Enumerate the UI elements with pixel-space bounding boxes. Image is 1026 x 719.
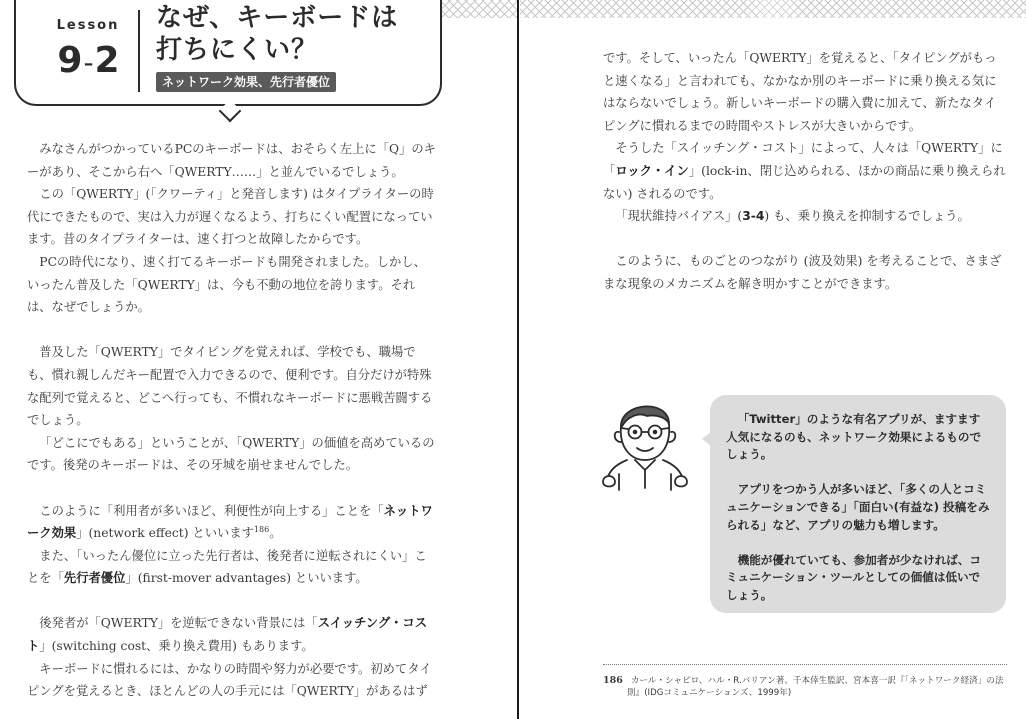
footnote: [603, 675, 1007, 699]
lesson-subtitle: ネットワーク効果、先行者優位: [156, 72, 336, 92]
lesson-title-line2: 打ちにくい？: [156, 35, 319, 65]
paragraph: [27, 658, 437, 703]
paragraph: [603, 250, 1007, 295]
right-page-body: [603, 47, 1007, 296]
paragraph: [603, 137, 1007, 205]
paragraph-text: この「QWERTY」(「クワーティ」と発音します) はタイプライターの時代にできたもので、実は入力が遅くなるよう、打ちにくい配置になっています。昔のタイプライターは、速く打つと故障したからです。: [27, 187, 434, 247]
lesson-number: [46, 40, 130, 81]
paragraph-text: そうした「スイッチング・コスト」によって、人々は「QWERTY」に「: [603, 141, 1003, 178]
paragraph-text: 」(first-mover advantages) といいます。: [125, 571, 368, 586]
key-term-first-mover: 先行者優位: [63, 571, 126, 586]
paragraph-text: PCの時代になり、速く打てるキーボードも開発されました。しかし、いったん普及した「QWERTY」は、今も不動の地位を誇ります。それは、なぜでしょうか。: [27, 254, 426, 315]
paragraph: [27, 500, 437, 545]
lesson-title: [156, 2, 446, 66]
paragraph-text: 」(switching cost、乗り換え費用) もあります。: [39, 639, 314, 654]
lesson-number-major: 9: [57, 40, 82, 81]
paragraph-text: また、「いったん優位に立った先行者は、後発者に逆転されにくい」ことを「: [27, 548, 427, 586]
bubble-paragraph: 「Twitter」のような有名アプリが、ますます人気になるのも、ネットワーク効果によるものでしょう。: [726, 412, 982, 462]
paragraph: [603, 205, 1007, 228]
footnote-reference: 186: [253, 525, 270, 534]
paragraph-text: このように「利用者が多いほど、利便性が向上する」ことを「: [39, 503, 384, 518]
bubble-paragraph: 機能が優れていても、参加者が少なければ、コミュニケーション・ツールとしての価値は低いでしょう。: [726, 552, 982, 602]
cross-reference: 3-4: [742, 209, 765, 224]
paragraph: [27, 612, 437, 657]
paragraph-text: です。そして、いったん「QWERTY」を覚えると、「タイピングがもっと速くなる」と言われても、なかなか別のキーボードに乗り換える気にはならないでしょう。新しいキーボードの購入費に加えて、新たなタイピングに慣れるまでの時間やストレスが大きいからです。: [603, 51, 997, 133]
left-page-body: [27, 138, 437, 703]
paragraph: [27, 432, 437, 477]
lesson-label: Lesson: [56, 18, 120, 33]
key-term-network-effect: ネットワーク効果: [27, 503, 433, 541]
paragraph-text: 」(lock-in、閉じ込められる、ほかの商品に乗り換えられない) されるのです。: [603, 163, 1006, 201]
speech-bubble: [710, 395, 1006, 613]
paragraph: [27, 545, 437, 590]
paragraph: [27, 341, 437, 431]
page-gutter: [517, 0, 519, 719]
paragraph: [603, 47, 1007, 137]
paragraph: [27, 138, 437, 183]
lesson-number-minor: 2: [94, 40, 119, 81]
paragraph-text: キーボードに慣れるには、かなりの時間や努力が必要です。初めてタイピングを覚えるとき、ほとんどの人の手元には「QWERTY」があるはず: [27, 661, 432, 699]
paragraph-text: 後発者が「QWERTY」を逆転できない背景には「: [39, 616, 318, 631]
paragraph-text: 」(network effect) といいます: [76, 526, 254, 541]
paragraph: [27, 183, 437, 251]
paragraph-text: ) も、乗り換えを抑制するでしょう。: [764, 209, 970, 224]
paragraph-text: このように、ものごとのつながり (波及効果) を考えることで、さまざまな現象のメカニズムを解き明かすことができます。: [603, 254, 1002, 291]
header-pattern-left: [440, 0, 518, 18]
lesson-title-line1: なぜ、キーボードは: [156, 3, 399, 33]
lesson-number-dash: -: [83, 46, 93, 79]
footnote-divider: [603, 664, 1007, 665]
paragraph-text: みなさんがつかっているPCのキーボードは、おそらく左上に「Q」のキーがあり、そこから右へ「QWERTY……」と並んでいるでしょう。: [27, 142, 436, 179]
paragraph-text: 。: [269, 526, 282, 541]
lesson-divider: [138, 10, 140, 92]
header-pattern-right: [520, 0, 1026, 18]
paragraph: [27, 251, 437, 319]
paragraph-text: 普及した「QWERTY」でタイピングを覚えれば、学校でも、職場でも、慣れ親しんだキー配置で入力できるので、便利です。自分だけが特殊な配列で覚えると、どこへ行っても、不慣れなキーボードに悪戦苦闘するでしょう。: [27, 345, 433, 428]
paragraph-text: 「どこにでもある」ということが、「QWERTY」の価値を高めているのです。後発のキーボードは、その牙城を崩せませんでした。: [27, 435, 435, 473]
paragraph-text: 「現状維持バイアス」(: [615, 209, 743, 224]
footnote-text: カール・シャピロ、ハル・R.バリアン著、千本倖生監訳、宮本喜一訳『「ネットワーク経済」の法則』(IDGコミュニケーションズ、1999年): [627, 676, 1004, 698]
key-term-switching-cost: スイッチング・コスト: [27, 616, 428, 654]
bubble-paragraph: アプリをつかう人が多いほど、「多くの人とコミュニケーションできる」「面白い(有益な) 投稿をみられる」など、アプリの魅力も増します。: [726, 482, 990, 532]
footnote-number: 186: [603, 675, 623, 686]
lesson-header: [14, 0, 442, 106]
man-with-glasses-icon: [597, 388, 693, 496]
key-term-lock-in: ロック・イン: [615, 163, 689, 178]
